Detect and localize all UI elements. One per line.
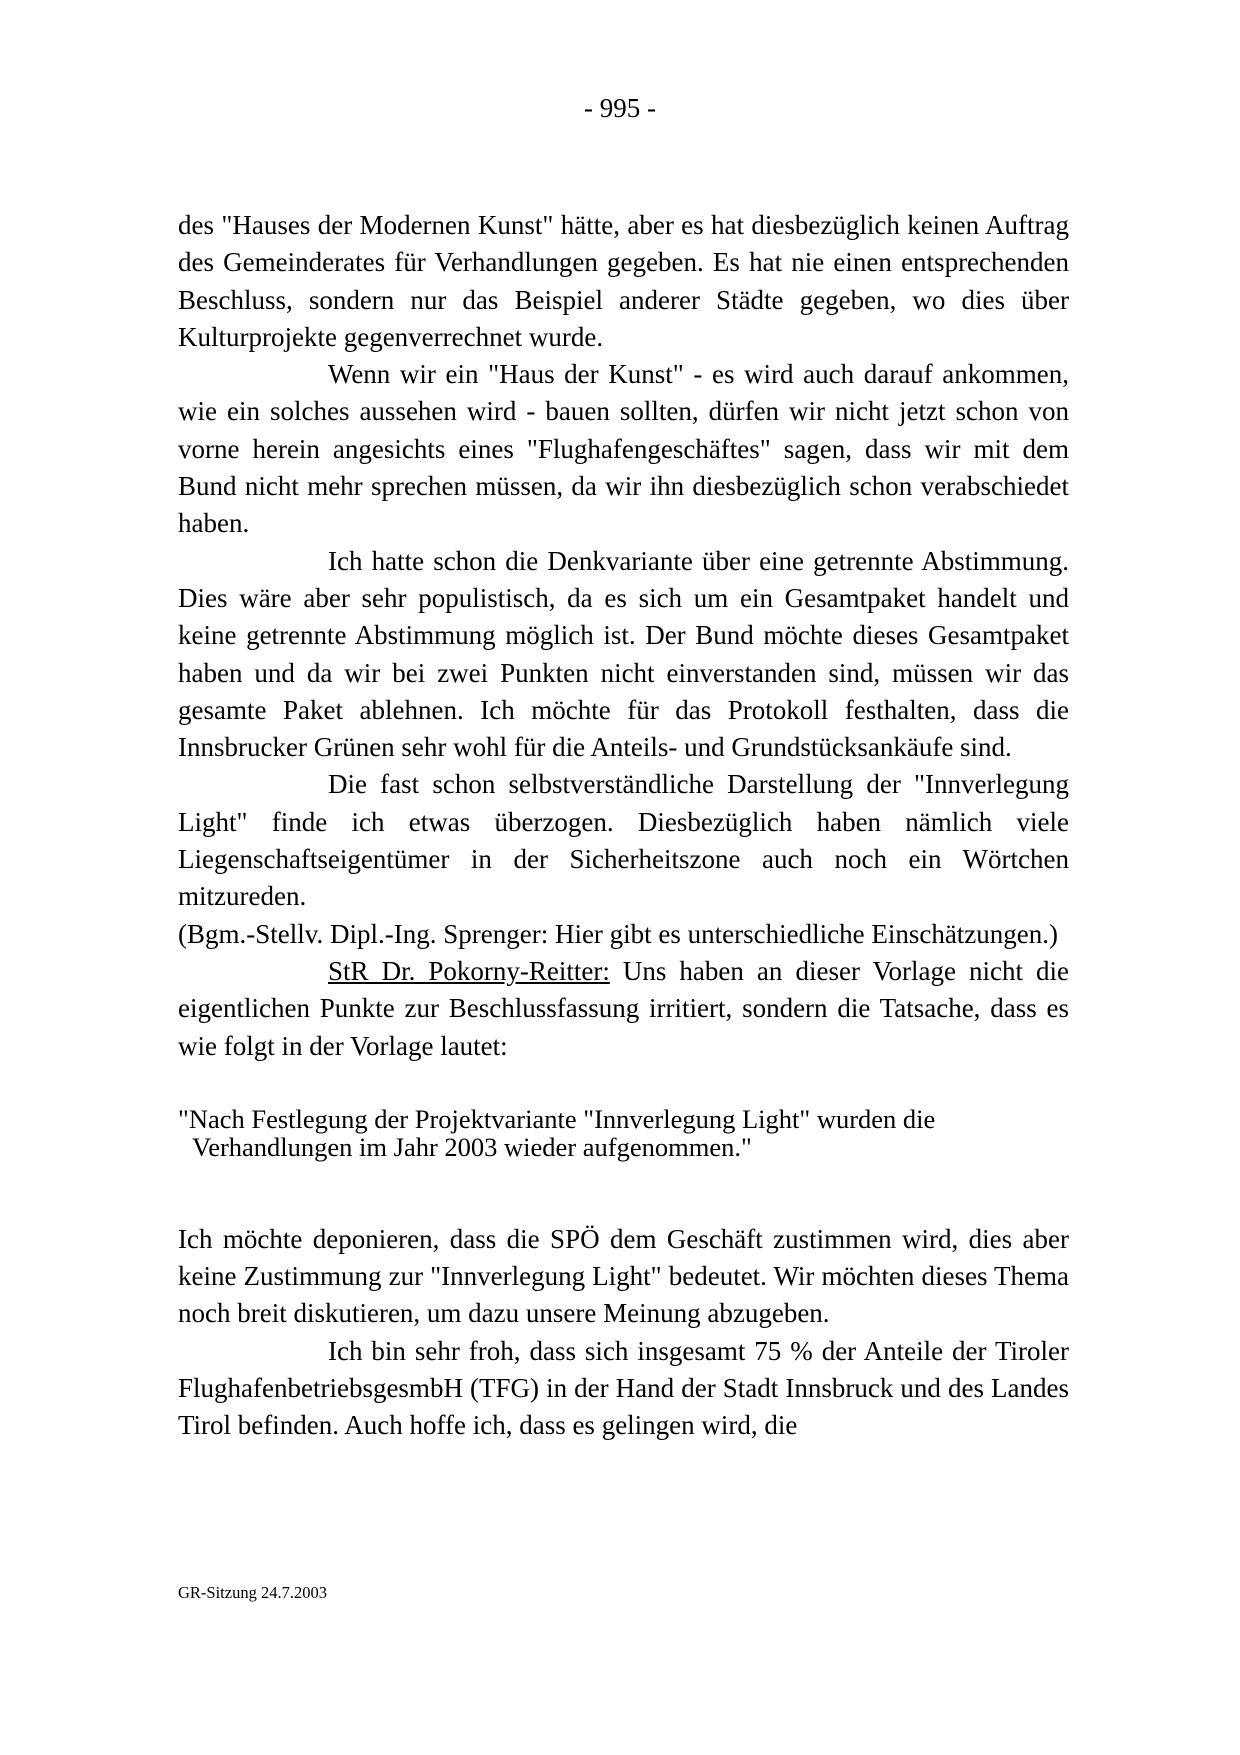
paragraph-1: des "Hauses der Modernen Kunst" hätte, aber es hat diesbezüglich keinen Auftrag des Gemeinderates für Verhandlungen gegeben. Es hat nie einen entsprechenden Beschluss, sondern nur das Beispiel anderer Städte gegeben, wo dies über Kulturprojekte gegenverrechnet wurde. — [178, 210, 1069, 352]
page-number: - 995 - — [584, 93, 656, 123]
speaker-name: StR Dr. Pokorny-Reitter: — [328, 955, 610, 986]
document-body — [178, 207, 1069, 1445]
paragraph-4: Die fast schon selbstverständliche Darstellung der "Innverlegung Light" finde ich etwas überzogen. Diesbezüglich haben nämlich viele Liegenschaftseigentümer in der Sicherheitszone auch noch ein Wörtchen mitzureden. — [178, 769, 1069, 912]
quote-line-2: Verhandlungen im Jahr 2003 wieder aufgenommen." — [192, 1131, 752, 1162]
paragraph-2: Wenn wir ein "Haus der Kunst" - es wird auch darauf ankommen, wie ein solches aussehen wird - bauen sollten, dürfen wir nicht jetzt schon von vorne herein angesichts eines "Flughafengeschäftes" sagen, dass wir mit dem Bund nicht mehr sprechen müssen, da wir ihn diesbezüglich schon verabschiedet haben. — [178, 359, 1069, 539]
paragraph-7: Ich bin sehr froh, dass sich insgesamt 75 % der Anteile der Tiroler FlughafenbetriebsgesmbH (TFG) in der Hand der Stadt Innsbruck und des Landes Tirol befinden. Auch hoffe ich, dass es gelingen wird, die — [178, 1335, 1069, 1441]
speaker-statement-text: Uns haben an dieser Vorlage nicht die eigentlichen Punkte zur Beschlussfassung irritiert, sondern die Tatsache, dass es wie folgt in der Vorlage lautet: — [178, 955, 1070, 1061]
interjection: (Bgm.-Stellv. Dipl.-Ing. Sprenger: Hier gibt es unterschiedliche Einschätzungen.) — [178, 918, 1059, 949]
quote-line-1: "Nach Festlegung der Projektvariante "Innverlegung Light" wurden die — [178, 1103, 936, 1134]
speaker-statement — [178, 953, 1069, 1065]
footer-session-date: GR-Sitzung 24.7.2003 — [178, 1583, 327, 1602]
paragraph-3: Ich hatte schon die Denkvariante über eine getrennte Abstimmung. Dies wäre aber sehr populistisch, da es sich um ein Gesamtpaket handelt und keine getrennte Abstimmung möglich ist. Der Bund möchte dieses Gesamtpaket haben und da wir bei zwei Punkten nicht einverstanden sind, müssen wir das gesamte Paket ablehnen. Ich möchte für das Protokoll festhalten, dass die Innsbrucker Grünen sehr wohl für die Anteils- und Grundstücksankäufe sind. — [178, 545, 1069, 763]
paragraph-6: Ich möchte deponieren, dass die SPÖ dem Geschäft zustimmen wird, dies aber keine Zustimmung zur "Innverlegung Light" bedeutet. Wir möchten dieses Thema noch breit diskutieren, um dazu unsere Meinung abzugeben. — [178, 1223, 1069, 1329]
quoted-passage — [178, 1105, 1069, 1161]
